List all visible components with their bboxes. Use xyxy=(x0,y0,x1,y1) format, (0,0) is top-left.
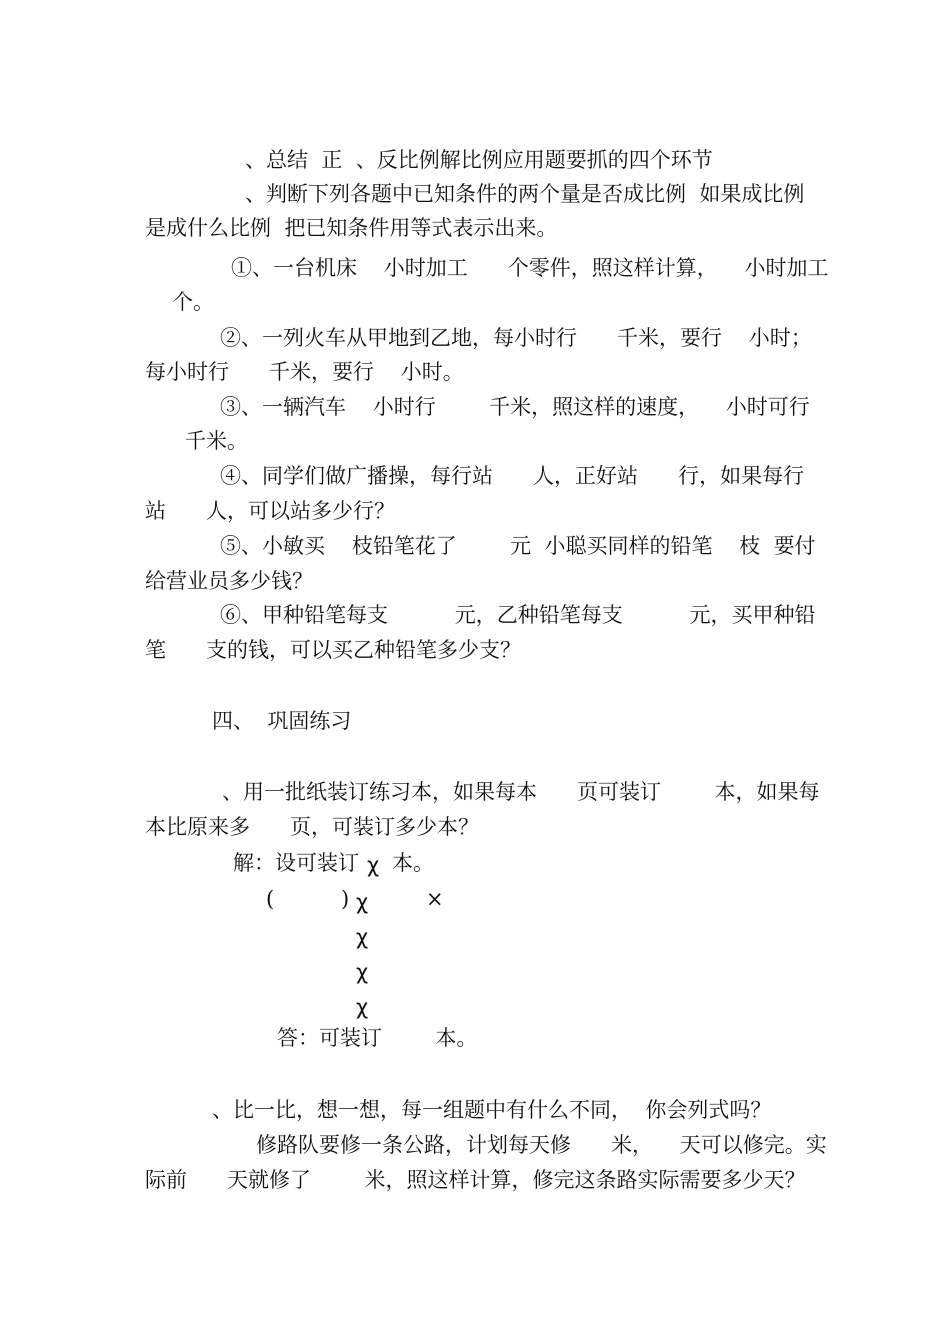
times-sign: × xyxy=(426,887,444,911)
exercise-2-line1: 修路队要修一条公路，计划每天修 米， 天可以修完。实 xyxy=(256,1133,827,1157)
judge-instruction-line1: 、判断下列各题中已知条件的两个量是否成比例 如果成比例 xyxy=(245,182,805,206)
question-1-line1: ①、一台机床 小时加工 个零件，照这样计算， 小时加工 xyxy=(231,256,829,280)
question-3-line1: ③、一辆汽车 小时行 千米，照这样的速度， 小时可行 xyxy=(220,395,810,419)
equation-parentheses: ( ) xyxy=(266,887,350,911)
exercise-1-line1: 、用一批纸装订练习本，如果每本 页可装订 本，如果每 xyxy=(222,780,820,804)
summary-title: 、总结 正 、反比例解比例应用题要抓的四个环节 xyxy=(245,148,713,172)
judge-instruction-line2: 是成什么比例 把已知条件用等式表示出来。 xyxy=(145,216,558,240)
exercise-2-intro: 、比一比，想一想，每一组题中有什么不同， 你会列式吗？ xyxy=(212,1098,772,1122)
exercise-2-line2: 际前 天就修了 米，照这样计算，修完这条路实际需要多少天？ xyxy=(145,1168,806,1192)
question-3-line2: 千米。 xyxy=(185,429,248,453)
equation-variable-2: χ xyxy=(356,925,369,949)
variable-x: χ xyxy=(367,853,380,877)
equation-variable-3: χ xyxy=(356,960,369,984)
question-1-line2: 个。 xyxy=(172,290,214,314)
equation-variable-1: χ xyxy=(356,890,369,914)
section-four-heading: 四、 巩固练习 xyxy=(212,709,352,733)
solution-label: 解：设可装订 xyxy=(233,851,359,875)
answer-line: 答：可装订 本。 xyxy=(277,1026,478,1050)
question-6-line1: ⑥、甲种铅笔每支 元，乙种铅笔每支 元，买甲种铅 xyxy=(220,603,816,627)
solution-tail: 本。 xyxy=(392,851,434,875)
question-2-line1: ②、一列火车从甲地到乙地，每小时行 千米，要行 小时； xyxy=(220,326,812,350)
question-4-line2: 站 人，可以站多少行？ xyxy=(145,499,396,523)
exercise-1-line2: 本比原来多 页，可装订多少本？ xyxy=(145,815,480,839)
equation-variable-4: χ xyxy=(356,995,369,1019)
question-5-line1: ⑤、小敏买 枝铅笔花了 元 小聪买同样的铅笔 枝 要付 xyxy=(220,534,816,558)
question-4-line1: ④、同学们做广播操，每行站 人，正好站 行，如果每行 xyxy=(220,464,805,488)
question-5-line2: 给营业员多少钱？ xyxy=(145,569,313,593)
question-6-line2: 笔 支的钱，可以买乙种铅笔多少支？ xyxy=(145,638,522,662)
question-2-line2: 每小时行 千米，要行 小时。 xyxy=(145,360,464,384)
